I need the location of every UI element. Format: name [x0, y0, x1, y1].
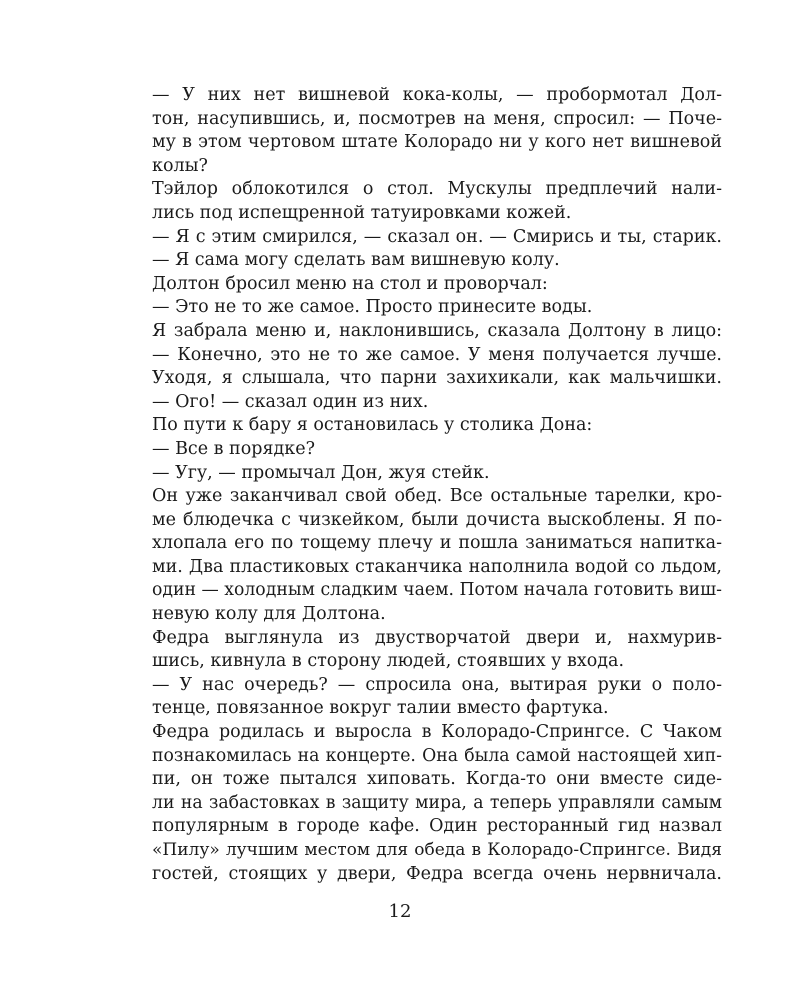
text-line: лись под испещренной татуировками кожей. — [152, 202, 572, 223]
text-line: ли на забастовках в защиту мира, а теперь управляли самым — [152, 792, 722, 813]
text-line: невую колу для Долтона. — [152, 604, 386, 625]
text-line: Он уже заканчивал свой обед. Все остальные тарелки, кро- — [152, 486, 722, 507]
text-line: — Я с этим смирился, — сказал он. — Смирись и ты, старик. — [152, 226, 722, 247]
text-line: ми. Два пластиковых стаканчика наполнила водой со льдом, — [152, 556, 722, 577]
text-line: «Пилу» лучшим местом для обеда в Колорадо-Спрингсе. Видя — [152, 840, 722, 860]
text-line: хлопала его по тощему плечу и пошла заниматься напитка- — [152, 533, 722, 554]
text-line: — У них нет вишневой кока-колы, — пробормотал Дол- — [152, 85, 722, 105]
text-line: пи, он тоже пытался хиповать. Когда-то они вместе сиде- — [152, 769, 722, 790]
page-number: 12 — [388, 901, 412, 922]
text-line: Долтон бросил меню на стол и проворчал: — [152, 273, 548, 294]
text-line: — У нас очередь? — спросила она, вытирая руки о поло- — [152, 674, 722, 695]
text-line: По пути к бару я остановилась у столика Дона: — [152, 415, 593, 436]
text-line: гостей, стоящих у двери, Федра всегда очень нервничала. — [152, 863, 722, 884]
text-line: колы? — [152, 155, 208, 176]
body-text — [152, 84, 722, 886]
text-line: один — холодным сладким чаем. Потом начала готовить виш- — [152, 580, 722, 601]
text-line: Уходя, я слышала, что парни захихикали, как мальчишки. — [152, 368, 722, 389]
text-line: тенце, повязанное вокруг талии вместо фартука. — [152, 698, 609, 719]
text-line: Федра родилась и выросла в Колорадо-Спрингсе. С Чаком — [152, 722, 722, 743]
text-line: популярным в городе кафе. Один ресторанный гид назвал — [152, 816, 722, 837]
text-line: — Это не то же самое. Просто принесите воды. — [152, 297, 593, 318]
text-line: — Конечно, это не то же самое. У меня получается лучше. — [152, 344, 722, 365]
text-line: шись, кивнула в сторону людей, стоявших у входа. — [152, 651, 625, 672]
text-line: — Ого! — сказал один из них. — [152, 391, 429, 412]
text-line: — Я сама могу сделать вам вишневую колу. — [152, 250, 560, 271]
text-line: Я забрала меню и, наклонившись, сказала Долтону в лицо: — [152, 320, 722, 341]
text-line: ме блюдечка с чизкейком, были дочиста выскоблены. Я по- — [152, 509, 722, 530]
text-line: Федра выглянула из двустворчатой двери и, нахмурив- — [152, 627, 722, 648]
text-line: познакомилась на концерте. Она была самой настоящей хип- — [152, 745, 722, 766]
text-line: му в этом чертовом штате Колорадо ни у кого нет вишневой — [152, 132, 722, 153]
text-line: тон, насупившись, и, посмотрев на меня, спросил: — Поче- — [152, 108, 722, 129]
text-line: — Угу, — промычал Дон, жуя стейк. — [152, 462, 490, 483]
text-line: — Все в порядке? — [152, 438, 315, 459]
text-line: Тэйлор облокотился о стол. Мускулы предплечий нали- — [152, 179, 722, 200]
